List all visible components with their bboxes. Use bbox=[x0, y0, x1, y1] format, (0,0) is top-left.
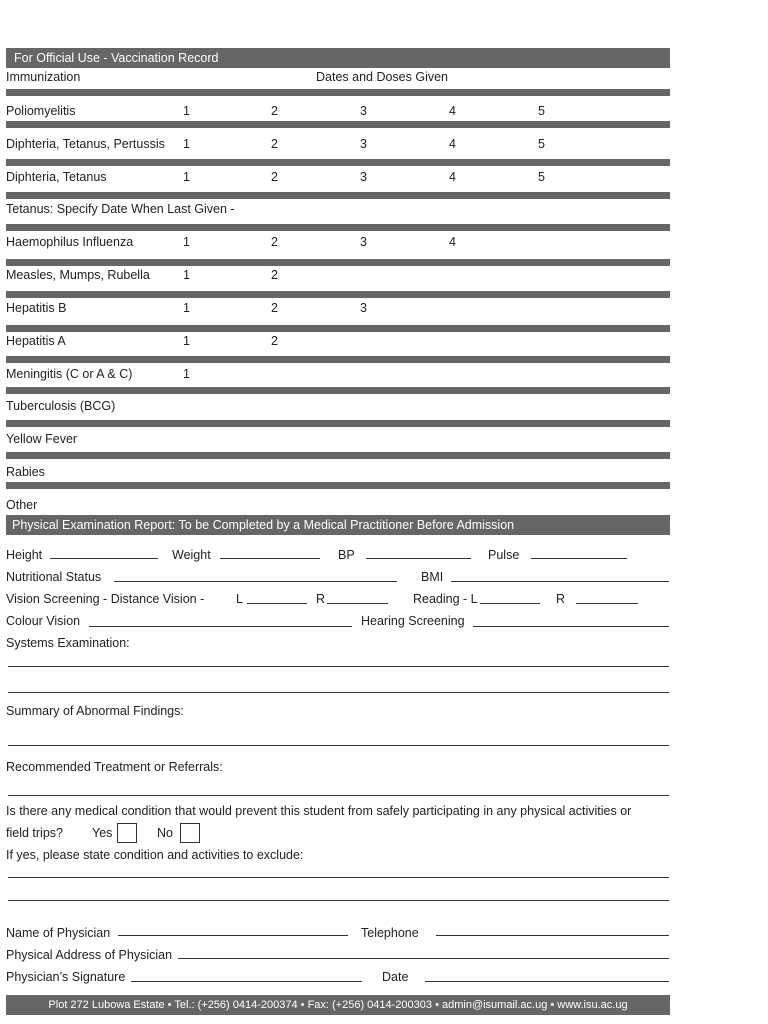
row-divider bbox=[6, 291, 670, 298]
row-divider bbox=[6, 159, 670, 166]
vision-right-field[interactable] bbox=[327, 603, 388, 604]
dose-number[interactable]: 1 bbox=[183, 235, 190, 249]
bp-field[interactable] bbox=[366, 558, 471, 559]
pulse-field[interactable] bbox=[531, 558, 627, 559]
hearing-label: Hearing Screening bbox=[361, 614, 465, 628]
reading-right-label: R bbox=[556, 592, 566, 606]
row-divider bbox=[6, 482, 670, 489]
dose-number[interactable]: 3 bbox=[360, 170, 367, 184]
dose-number[interactable]: 3 bbox=[360, 104, 367, 118]
dose-number[interactable]: 2 bbox=[271, 268, 278, 282]
reading-right-field[interactable] bbox=[576, 603, 638, 604]
exam-header: Physical Examination Report: To be Completed by a Medical Practitioner Before Admission bbox=[6, 515, 670, 535]
row-divider bbox=[6, 325, 670, 332]
pulse-label: Pulse bbox=[488, 548, 520, 562]
dose-number[interactable]: 3 bbox=[360, 137, 367, 151]
dose-number[interactable]: 2 bbox=[271, 104, 278, 118]
telephone-label: Telephone bbox=[361, 926, 419, 940]
immunization-name: Other bbox=[6, 498, 38, 512]
row-divider bbox=[6, 356, 670, 363]
dose-number[interactable]: 1 bbox=[183, 334, 190, 348]
vision-screening-label: Vision Screening - Distance Vision - bbox=[6, 592, 205, 606]
hearing-field[interactable] bbox=[473, 626, 669, 627]
dose-number[interactable]: 2 bbox=[271, 170, 278, 184]
dose-number[interactable]: 1 bbox=[183, 104, 190, 118]
dose-number[interactable]: 5 bbox=[538, 104, 545, 118]
dose-number[interactable]: 3 bbox=[360, 235, 367, 249]
signature-label: Physician’s Signature bbox=[6, 970, 126, 984]
vision-left-field[interactable] bbox=[247, 603, 307, 604]
physician-name-label: Name of Physician bbox=[6, 926, 111, 940]
no-label: No bbox=[157, 826, 173, 840]
date-field[interactable] bbox=[425, 981, 669, 982]
vision-right-label: R bbox=[316, 592, 326, 606]
treatment-label: Recommended Treatment or Referrals: bbox=[6, 760, 223, 774]
nutritional-status-label: Nutritional Status bbox=[6, 570, 102, 584]
bmi-field[interactable] bbox=[451, 581, 669, 582]
row-divider bbox=[6, 452, 670, 459]
col-immunization-label: Immunization bbox=[6, 70, 81, 84]
row-divider bbox=[6, 121, 670, 128]
immunization-name: Hepatitis B bbox=[6, 301, 67, 315]
nutritional-status-field[interactable] bbox=[114, 581, 397, 582]
physician-address-field[interactable] bbox=[178, 958, 669, 959]
signature-field[interactable] bbox=[131, 981, 362, 982]
treatment-field[interactable] bbox=[8, 795, 669, 796]
dose-number[interactable]: 4 bbox=[449, 137, 456, 151]
vision-left-label: L bbox=[236, 592, 243, 606]
immunization-name: Rabies bbox=[6, 465, 45, 479]
bmi-label: BMI bbox=[421, 570, 444, 584]
date-label: Date bbox=[382, 970, 409, 984]
dose-number[interactable]: 4 bbox=[449, 235, 456, 249]
dose-number[interactable]: 4 bbox=[449, 170, 456, 184]
systems-field-2[interactable] bbox=[8, 692, 669, 693]
reading-left-field[interactable] bbox=[480, 603, 540, 604]
row-divider bbox=[6, 89, 670, 96]
reading-left-label: Reading - L bbox=[413, 592, 478, 606]
height-field[interactable] bbox=[50, 558, 158, 559]
dose-number[interactable]: 1 bbox=[183, 170, 190, 184]
dose-number[interactable]: 5 bbox=[538, 137, 545, 151]
footer-contact: Plot 272 Lubowa Estate • Tel.: (+256) 0414-200374 • Fax: (+256) 0414-200303 • admin@isumail.ac.ug • www.isu.ac.ug bbox=[6, 995, 670, 1015]
immunization-name: Poliomyelitis bbox=[6, 104, 76, 118]
dose-number[interactable]: 5 bbox=[538, 170, 545, 184]
systems-field-1[interactable] bbox=[8, 666, 669, 667]
immunization-name: Measles, Mumps, Rubella bbox=[6, 268, 150, 282]
abnormal-findings-field[interactable] bbox=[8, 745, 669, 746]
immunization-name: Diphteria, Tetanus bbox=[6, 170, 107, 184]
colour-vision-label: Colour Vision bbox=[6, 614, 81, 628]
condition-question-cont: field trips? bbox=[6, 826, 63, 840]
immunization-name: Tetanus: Specify Date When Last Given - bbox=[6, 202, 235, 216]
dose-number[interactable]: 1 bbox=[183, 268, 190, 282]
dose-number[interactable]: 4 bbox=[449, 104, 456, 118]
row-divider bbox=[6, 420, 670, 427]
row-divider bbox=[6, 387, 670, 394]
weight-label: Weight bbox=[172, 548, 211, 562]
telephone-field[interactable] bbox=[436, 935, 669, 936]
dose-number[interactable]: 2 bbox=[271, 334, 278, 348]
row-divider bbox=[6, 224, 670, 231]
bp-label: BP bbox=[338, 548, 355, 562]
immunization-name: Hepatitis A bbox=[6, 334, 66, 348]
dose-number[interactable]: 3 bbox=[360, 301, 367, 315]
colour-vision-field[interactable] bbox=[89, 626, 352, 627]
col-dates-label: Dates and Doses Given bbox=[316, 70, 449, 84]
dose-number[interactable]: 2 bbox=[271, 137, 278, 151]
immunization-name: Haemophilus Influenza bbox=[6, 235, 134, 249]
dose-number[interactable]: 2 bbox=[271, 301, 278, 315]
dose-number[interactable]: 1 bbox=[183, 301, 190, 315]
dose-number[interactable]: 2 bbox=[271, 235, 278, 249]
immunization-name: Yellow Fever bbox=[6, 432, 78, 446]
weight-field[interactable] bbox=[220, 558, 320, 559]
if-yes-label: If yes, please state condition and activities to exclude: bbox=[6, 848, 304, 862]
immunization-name: Meningitis (C or A & C) bbox=[6, 367, 133, 381]
condition-question: Is there any medical condition that would prevent this student from safely participating in any physical activities or bbox=[6, 804, 632, 818]
no-checkbox[interactable] bbox=[180, 823, 200, 843]
yes-checkbox[interactable] bbox=[117, 823, 137, 843]
height-label: Height bbox=[6, 548, 43, 562]
vaccination-header: For Official Use - Vaccination Record bbox=[6, 48, 670, 68]
exclusions-field-2[interactable] bbox=[8, 900, 669, 901]
exclusions-field-1[interactable] bbox=[8, 877, 669, 878]
dose-number[interactable]: 1 bbox=[183, 367, 190, 381]
physician-address-label: Physical Address of Physician bbox=[6, 948, 173, 962]
immunization-name: Diphteria, Tetanus, Pertussis bbox=[6, 137, 165, 151]
systems-label: Systems Examination: bbox=[6, 636, 130, 650]
physician-name-field[interactable] bbox=[118, 935, 348, 936]
row-divider bbox=[6, 259, 670, 266]
row-divider bbox=[6, 192, 670, 199]
yes-label: Yes bbox=[92, 826, 113, 840]
immunization-name: Tuberculosis (BCG) bbox=[6, 399, 116, 413]
abnormal-findings-label: Summary of Abnormal Findings: bbox=[6, 704, 184, 718]
dose-number[interactable]: 1 bbox=[183, 137, 190, 151]
